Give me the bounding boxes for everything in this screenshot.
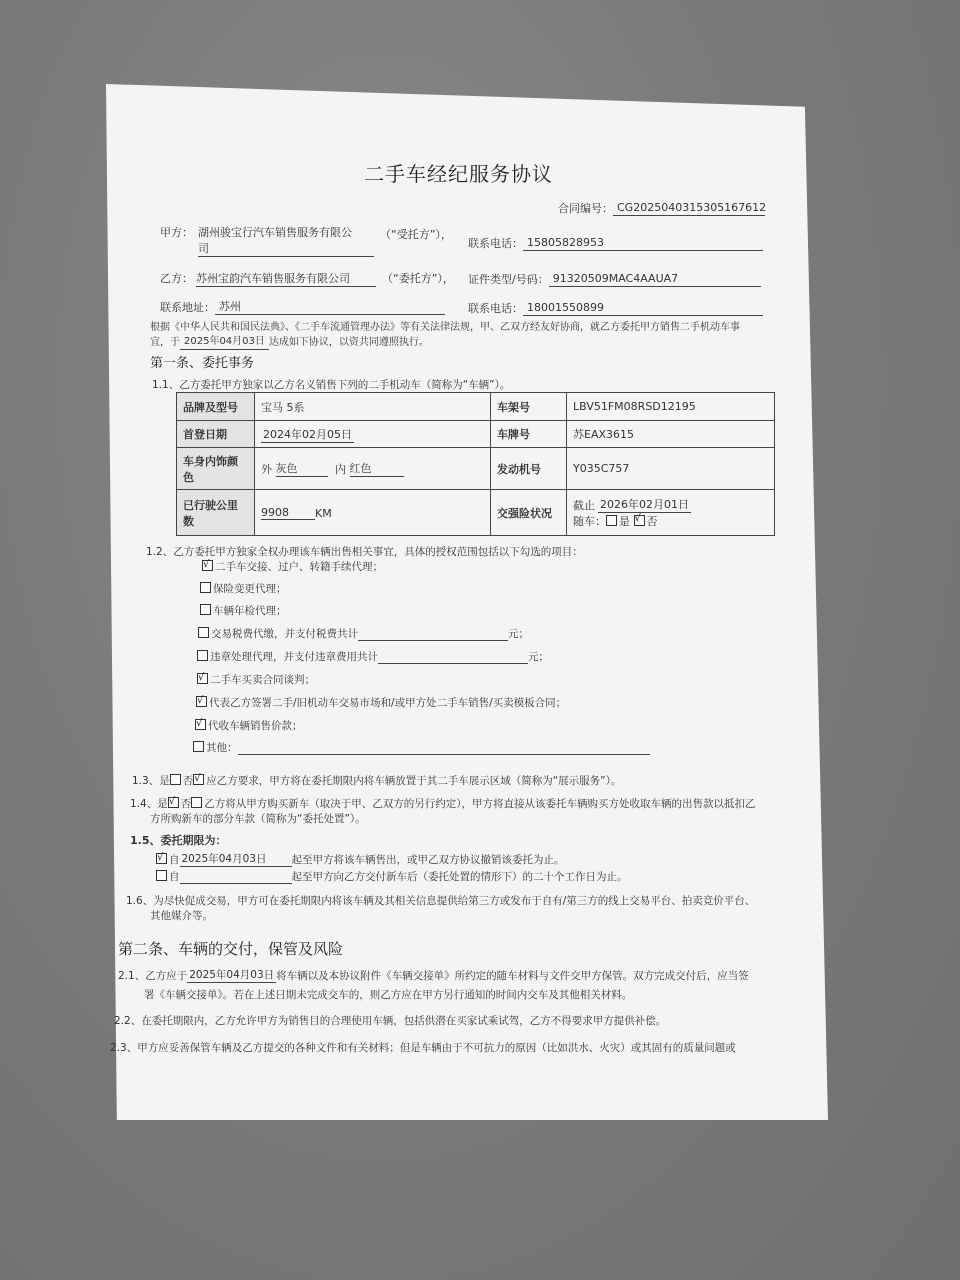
- clause-2-1-text-a: 2.1、乙方应于: [118, 970, 188, 982]
- authorization-item-label: 其他：: [206, 742, 238, 754]
- authorization-item-unit: 元；: [528, 651, 549, 663]
- clause-2-1-line2: 署《车辆交接单》。若在上述日期未完成交车的，则乙方应在甲方另行通知的时间内交车及其他相关材料。: [144, 989, 633, 1001]
- insurance-with-label: 随车：: [573, 515, 606, 528]
- preamble-text-a: 宜，于: [150, 337, 180, 348]
- party-b-phone-label: 联系电话：: [468, 302, 523, 315]
- authorization-checkbox[interactable]: [200, 604, 211, 615]
- authorization-item: [198, 627, 529, 641]
- authorization-item: [196, 696, 566, 710]
- term-2-from: 自: [169, 871, 180, 883]
- insurance-no-label: 否: [646, 515, 658, 528]
- authorization-checkbox[interactable]: [202, 560, 213, 571]
- authorization-item: [195, 719, 303, 733]
- party-b-phone-value: 18001550899: [523, 301, 763, 316]
- clause-1-2-intro: 1.2、乙方委托甲方独家全权办理该车辆出售相关事宜，具体的授权范围包括以下勾选的项目：: [146, 546, 583, 558]
- color-label: 车身内饰颜色: [177, 448, 255, 490]
- authorization-item-label: 代表乙方签署二手/旧机动车交易市场和/或甲方处二手车销售/买卖模板合同；: [209, 697, 567, 709]
- clause-2-3: 2.3、甲方应妥善保管车辆及乙方提交的各种文件和有关材料；但是车辆由于不可抗力的原因（比如洪水、火灾）或其固有的质量问题或: [110, 1042, 736, 1054]
- authorization-checkbox[interactable]: [197, 673, 208, 684]
- clause-1-6-line1: 1.6、为尽快促成交易，甲方可在委托期限内将该车辆及其相关信息提供给第三方或发布于自有/第三方的线上交易平台、拍卖竞价平台、: [126, 895, 756, 907]
- authorization-item: [197, 673, 315, 687]
- clause-1-5-heading: 1.5、委托期限为：: [130, 834, 227, 847]
- int-color-value: 红色: [350, 460, 404, 477]
- clause-1-4-text: 乙方将从甲方购买新车（取决于甲、乙双方的另行约定），甲方将直接从该委托车辆购买方处收取车辆的出售款以抵扣乙: [204, 798, 756, 810]
- party-a-phone-label: 联系电话：: [468, 237, 523, 250]
- party-b-addr-value: 苏州: [215, 300, 445, 315]
- party-b-name: 苏州宝韵汽车销售服务有限公司: [196, 272, 376, 287]
- preamble-text-b: 达成如下协议，以资共同遵照执行。: [268, 337, 429, 348]
- authorization-checkbox[interactable]: [198, 627, 209, 638]
- color-cell: [255, 448, 491, 490]
- plate-label: 车牌号: [491, 421, 567, 448]
- int-color-label: 内: [335, 463, 346, 476]
- clause-1-6-line2: 其他媒介等。: [150, 910, 213, 922]
- ext-color-value: 灰色: [276, 460, 328, 477]
- insurance-label: 交强险状况: [491, 490, 567, 536]
- authorization-item-label: 代收车辆销售价款；: [208, 720, 303, 732]
- clause-1-4-yes-label: 1.4、是: [130, 798, 168, 810]
- party-a-phone-value: 15805828953: [523, 236, 763, 251]
- authorization-checkbox[interactable]: [197, 650, 208, 661]
- party-a-role: （“受托方”），: [380, 228, 452, 241]
- term-2-checkbox[interactable]: [156, 870, 167, 881]
- authorization-checkbox[interactable]: [200, 582, 211, 593]
- clause-1-3-no-label: 否: [182, 775, 194, 787]
- party-b-role: （“委托方”），: [382, 272, 454, 285]
- term-2-date-blank: [180, 883, 292, 884]
- party-b-label: 乙方：: [160, 272, 193, 285]
- authorization-checkbox[interactable]: [195, 719, 206, 730]
- clause-1-3-yes-label: 1.3、是: [132, 775, 170, 787]
- party-b-id-value: 91320509MAC4AAUA7: [549, 272, 761, 287]
- party-b-addr: [160, 300, 445, 315]
- preamble-line2: [150, 335, 429, 350]
- authorization-blank[interactable]: [238, 743, 650, 755]
- vehicle-info-table: [176, 392, 775, 536]
- authorization-checkbox[interactable]: [196, 696, 207, 707]
- authorization-item: [200, 604, 287, 618]
- reg-date-value: 2024年02月05日: [263, 427, 352, 441]
- vin-label: 车架号: [491, 393, 567, 421]
- authorization-item-label: 二手车买卖合同谈判；: [210, 674, 315, 686]
- party-a-label: 甲方：: [160, 226, 193, 239]
- page-title: 二手车经纪服务协议: [364, 162, 553, 186]
- insurance-yes-checkbox[interactable]: [606, 515, 617, 526]
- authorization-item: [197, 650, 549, 664]
- clause-2-1-line1: [118, 968, 749, 983]
- mileage-cell: [255, 490, 491, 536]
- reg-date-label: 首登日期: [177, 421, 255, 448]
- authorization-checkbox[interactable]: [193, 741, 204, 752]
- mileage-value: 9908: [261, 506, 315, 520]
- party-a-name-line2: 司: [198, 242, 374, 257]
- authorization-blank[interactable]: [358, 629, 508, 641]
- insurance-cell: [567, 490, 775, 536]
- term-1-text: 起至甲方将该车辆售出，或甲乙双方协议撤销该委托为止。: [291, 854, 565, 866]
- article1-heading: 第一条、委托事务: [150, 356, 255, 371]
- party-b-id-label: 证件类型/号码：: [468, 273, 549, 286]
- authorization-item-unit: 元；: [508, 628, 529, 640]
- authorization-item: [200, 582, 287, 596]
- insurance-until-value: 2026年02月01日: [600, 498, 689, 511]
- insurance-no-checkbox[interactable]: [634, 515, 645, 526]
- plate-value: 苏EAX3615: [567, 421, 775, 448]
- clause-2-1-date: 2025年04月03日: [189, 969, 275, 981]
- ext-color-label: 外: [261, 463, 272, 476]
- party-a-phone: [468, 236, 763, 251]
- brand-label: 品牌及型号: [177, 393, 255, 421]
- clause-1-1: 1.1、乙方委托甲方独家以乙方名义销售下列的二手机动车（简称为“车辆”）。: [152, 379, 511, 391]
- engine-label: 发动机号: [491, 448, 567, 490]
- clause-1-4-no-label: 否: [180, 798, 192, 810]
- term-2-text: 起至甲方向乙方交付新车后（委托处置的情形下）的二十个工作日为止。: [291, 871, 628, 883]
- clause-2-2: 2.2、在委托期限内，乙方允许甲方为销售目的合理使用车辆，包括供潜在买家试乘试驾，乙方不得要求甲方提供补偿。: [114, 1015, 667, 1027]
- party-a-name-line1: 湖州骏宝行汽车销售服务有限公: [198, 226, 352, 239]
- contract-no-value: CG20250403153051676​12: [613, 201, 765, 216]
- clause-1-3-no-checkbox[interactable]: [193, 774, 204, 785]
- clause-1-3-text: 应乙方要求，甲方将在委托期限内将车辆放置于其二手车展示区域（简称为“展示服务”）。: [206, 775, 622, 787]
- brand-value: 宝马 5系: [255, 393, 491, 421]
- term-1-date: 2025年04月03日: [180, 852, 292, 867]
- reg-date-cell: [255, 421, 491, 448]
- authorization-item-label: 交易税费代缴，并支付税费共计: [211, 628, 358, 640]
- clause-1-4-no-checkbox[interactable]: [191, 797, 202, 808]
- article2-heading: 第二条、车辆的交付，保管及风险: [118, 940, 344, 958]
- mileage-label: 已行驶公里数: [177, 490, 255, 536]
- authorization-item-label: 车辆年检代理；: [213, 605, 287, 617]
- authorization-item: [193, 741, 650, 755]
- clause-1-4-line2: 方所购新车的部分车款（简称为“委托处置”）。: [150, 813, 366, 825]
- mileage-unit: KM: [315, 506, 332, 520]
- preamble-date: 2025年04月03日: [180, 335, 269, 350]
- preamble-line1: 根据《中华人民共和国民法典》、《二手车流通管理办法》等有关法律法规，甲、乙双方经友好协商，就乙方委托甲方销售二手机动车事: [150, 322, 740, 333]
- term-1-from: 自: [169, 854, 180, 866]
- contract-no: [558, 201, 765, 216]
- party-b-phone: [468, 301, 763, 316]
- authorization-item-label: 违章处理代理，并支付违章费用共计: [210, 651, 378, 663]
- vin-value: LBV51FM08RSD12195: [567, 393, 775, 421]
- authorization-item-label: 保险变更代理；: [213, 583, 287, 595]
- clause-1-3: [132, 774, 621, 788]
- clause-2-1-text-b: 将车辆以及本协议附件《车辆交接单》所约定的随车材料与文件交甲方保管。双方完成交付后，应当签: [276, 970, 749, 982]
- engine-value: Y035C757: [567, 448, 775, 490]
- party-b-id: [468, 272, 761, 287]
- authorization-item: [202, 560, 383, 574]
- term-row-2: [156, 870, 628, 884]
- clause-1-3-yes-checkbox[interactable]: [170, 774, 181, 785]
- party-b-addr-label: 联系地址：: [160, 301, 215, 314]
- term-row-1: [156, 852, 565, 867]
- term-1-checkbox[interactable]: [156, 853, 167, 864]
- clause-1-4-yes-checkbox[interactable]: [168, 797, 179, 808]
- authorization-item-label: 二手车交接、过户、转籍手续代理；: [215, 561, 383, 573]
- clause-1-4: [130, 797, 755, 811]
- contract-no-label: 合同编号：: [558, 202, 613, 215]
- insurance-yes-label: 是: [619, 515, 630, 528]
- authorization-blank[interactable]: [378, 652, 528, 664]
- insurance-until-label: 截止: [573, 499, 595, 512]
